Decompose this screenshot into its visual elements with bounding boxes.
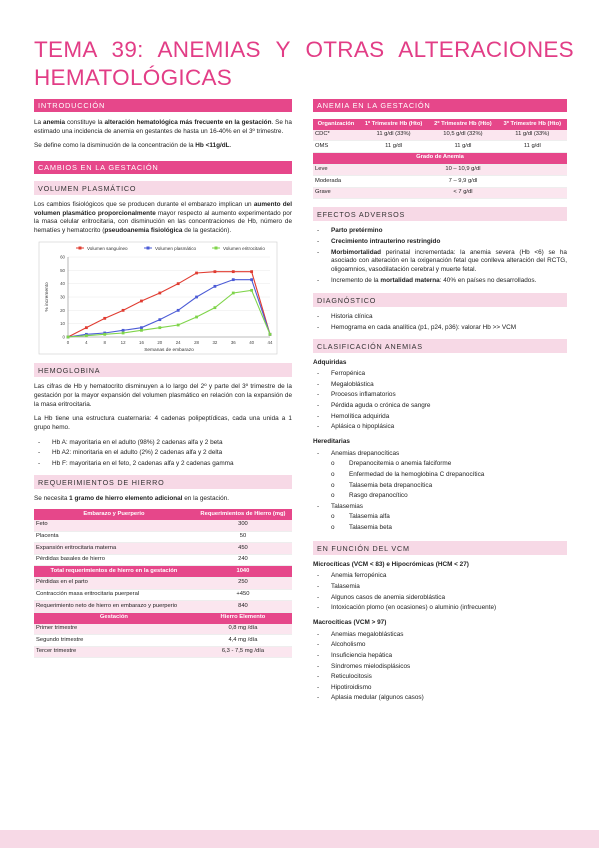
data-point [232, 271, 235, 274]
y-tick-label: 50 [60, 268, 65, 274]
intro-definition: Se define como la disminución de la concentración de la Hb <11g/dL. [34, 142, 232, 150]
data-point [250, 271, 253, 274]
adquiridas-heading: Adquiridas [313, 358, 347, 366]
x-tick-label: 0 [66, 340, 70, 346]
x-tick-label: 36 [230, 340, 236, 346]
data-point [103, 333, 106, 336]
list-item: - Aplásica o hipoplásica [313, 423, 567, 432]
efectos-list [313, 227, 567, 285]
subsection-header-hierro: REQUERIMIENTOS DE HIERRO [34, 475, 292, 489]
table-row: Expansión eritrocitaria materna 450 [34, 543, 292, 555]
x-tick-label: 8 [103, 340, 106, 346]
list-item: - Hemograma en cada analítica (p1, p24, p36): valorar Hb >> VCM [313, 324, 567, 333]
table-row: CDC* 11 g/dl (33%) 10,5 g/dl (32%) 11 g/dl (33%) [313, 130, 567, 141]
table-subheader-row: Grado de Anemia [313, 153, 567, 165]
table-header: 3º Trimestre Hb (Hto) [498, 119, 567, 130]
subsection-header-hemoglobina: HEMOGLOBINA [34, 363, 292, 377]
table-header: Requerimientos de Hierro (mg) [194, 509, 292, 520]
data-point [177, 309, 180, 312]
adquiridas-list [313, 370, 567, 432]
table-row: Placenta 50 [34, 531, 292, 543]
data-point [214, 271, 217, 274]
data-point [122, 329, 125, 332]
list-item: - Hb A: mayoritaria en el adulto (98%) 2 cadenas alfa y 2 beta [34, 439, 292, 448]
list-item: - Anemia ferropénica [313, 572, 567, 581]
data-point [122, 309, 125, 312]
list-item: - Síndromes mielodisplásicos [313, 663, 567, 672]
list-item: o Talasemia alfa [313, 513, 567, 522]
volume-chart-svg [38, 241, 278, 355]
table-header: Organización [313, 119, 359, 130]
list-item: - Ferropénica [313, 370, 567, 379]
list-item: - Algunos casos de anemia sideroblástica [313, 594, 567, 603]
table-header: 1º Trimestre Hb (Hto) [359, 119, 428, 130]
x-tick-label: 28 [194, 340, 199, 346]
legend-label: Volumen eritrocitario [223, 246, 265, 252]
table-row: Segundo trimestre 4,4 mg /día [34, 635, 292, 647]
macrociticas-list [313, 631, 567, 703]
y-tick-label: 30 [60, 294, 65, 300]
table-row: Pérdidas en el parto 250 [34, 578, 292, 590]
data-point [122, 332, 125, 335]
data-point [214, 285, 217, 288]
y-tick-label: 40 [60, 281, 65, 287]
list-item: o Talasemia beta [313, 524, 567, 533]
legend-marker [215, 247, 218, 250]
data-point [232, 279, 235, 282]
table-row: Requerimiento neto de hierro en embarazo y puerperio 840 [34, 601, 292, 613]
table-header: Hierro Elemento [194, 612, 292, 623]
subsection-header-volumen: VOLUMEN PLASMÁTICO [34, 181, 292, 195]
y-tick-label: 20 [60, 308, 65, 314]
hemoglobina-paragraph-1: Las cifras de Hb y hematocrito disminuyen a lo largo del 2º y parte del 3º trimestre de la gestación por la mayor expansión del volumen plasmático en relación con la expansión de la masa eritrocitaria. [34, 383, 292, 408]
data-point [67, 336, 70, 339]
data-point [177, 283, 180, 286]
y-tick-label: 10 [60, 321, 65, 327]
intro-paragraph: La anemia constituye la alteración hematológica más frecuente en la gestación. Se ha estimado una incidencia de anemia en gestantes de hasta un 16-40% en el 3º trimestre. [34, 119, 292, 135]
legend-marker [147, 247, 150, 250]
y-axis-label: % incremento [45, 282, 50, 313]
table-total-row: Total requerimientos de hierro en la gestación 1040 [34, 566, 292, 578]
data-point [195, 296, 198, 299]
x-tick-label: 20 [157, 340, 163, 346]
data-point [250, 279, 253, 282]
data-point [195, 316, 198, 319]
subsection-header-diagnostico: DIAGNÓSTICO [313, 293, 567, 307]
list-item: - Incremento de la mortalidad materna: 40% en países no desarrollados. [313, 277, 567, 286]
list-item: - Anemias megaloblásticas [313, 631, 567, 640]
x-tick-label: 16 [139, 340, 144, 346]
page-title: TEMA 39: ANEMIAS Y OTRAS ALTERACIONES HEMATOLÓGICAS [34, 37, 574, 90]
drepanociticas-sublist [313, 460, 567, 501]
legend-marker [79, 247, 82, 250]
section-header-cambios: CAMBIOS EN LA GESTACIÓN [34, 161, 292, 174]
list-item: - Aplasia medular (algunos casos) [313, 694, 567, 703]
data-point [85, 327, 88, 330]
list-item: o Drepanocitemia o anemia falciforme [313, 460, 567, 469]
table-row: Primer trimestre 0,8 mg /día [34, 624, 292, 635]
list-item: - Insuficiencia hepática [313, 652, 567, 661]
table-row: Feto 300 [34, 520, 292, 531]
data-point [195, 272, 198, 275]
list-item: o Enfermedad de la hemoglobina C drepanocítica [313, 471, 567, 480]
x-tick-label: 44 [267, 340, 273, 346]
list-item: - Anemias drepanocíticas [313, 450, 567, 459]
section-header-introduccion: INTRODUCCIÓN [34, 99, 292, 112]
y-tick-label: 0 [62, 334, 65, 340]
diagnostico-list [313, 313, 567, 332]
list-item: - Talasemias [313, 503, 567, 512]
list-item: - Alcoholismo [313, 641, 567, 650]
x-tick-label: 24 [175, 340, 181, 346]
data-point [214, 307, 217, 310]
table-header: 2º Trimestre Hb (Hto) [428, 119, 497, 130]
data-point [85, 335, 88, 338]
hemoglobina-list [34, 439, 292, 469]
data-point [250, 289, 253, 292]
volumen-paragraph: Los cambios fisiológicos que se producen durante el embarazo implican un aumento del volumen plasmático proporcionalmente mayor respecto al aumento experimentado por la masa celular eritrocitaria, con disminución en las concentraciones de Hb, número de hematíes y hematocrito (pseudoanemia fisiológica de la gestación). [34, 200, 292, 234]
list-item: - Hipotiroidismo [313, 684, 567, 693]
hierro-paragraph: Se necesita 1 gramo de hierro elemento adicional en la gestación. [34, 494, 230, 502]
data-point [158, 319, 161, 322]
data-point [140, 300, 143, 303]
data-point [177, 324, 180, 327]
list-item: - Intoxicación plomo (en ocasiones) o aluminio (infrecuente) [313, 604, 567, 613]
hereditarias-heading: Hereditarias [313, 437, 350, 445]
table-row: Moderada 7 – 9,9 g/dl [313, 176, 567, 188]
volume-chart [38, 241, 278, 355]
iron-requirements-table [34, 509, 292, 658]
list-item: o Rasgo drepanocítico [313, 492, 567, 501]
anemia-gestation-table [313, 119, 567, 199]
list-item: - Hb A2: minoritaria en el adulto (2%) 2 cadenas alfa y 2 delta [34, 449, 292, 458]
data-point [103, 317, 106, 320]
subsection-header-clasificacion: CLASIFICACIÓN ANEMIAS [313, 339, 567, 353]
x-axis-label: Semanas de embarazo [144, 348, 194, 354]
microciticas-list [313, 572, 567, 613]
list-item: - Megaloblástica [313, 381, 567, 390]
footer-band [0, 830, 599, 848]
x-tick-label: 32 [212, 340, 218, 346]
list-item: - Pérdida aguda o crónica de sangre [313, 402, 567, 411]
table-row: Grave < 7 g/dl [313, 187, 567, 199]
list-item: - Reticulocitosis [313, 673, 567, 682]
data-point [158, 292, 161, 295]
data-point [269, 333, 272, 336]
talasemias-list [313, 503, 567, 512]
macrociticas-heading: Macrocíticas (VCM > 97) [313, 618, 387, 626]
list-item: - Morbimortalidad perinatal incrementada: la anemia severa (Hb <6) se ha asociado con alteración en la oxigenación fetal que conlleva alteración del RCTG, oligoamnios, vasodilatación cerebral y muerte fetal. [313, 249, 567, 275]
legend-label: Volumen plasmático [155, 246, 197, 252]
list-item: - Historia clínica [313, 313, 567, 322]
hemoglobina-paragraph-2: La Hb tiene una estructura cuaternaria: 4 cadenas polipeptídicas, cada una unida a 1 grupo hemo. [34, 415, 292, 432]
list-item: - Hemolítica adquirida [313, 413, 567, 422]
right-column [313, 99, 567, 709]
hereditarias-list [313, 450, 567, 459]
data-point [158, 327, 161, 330]
subsection-header-vcm: EN FUNCIÓN DEL VCM [313, 541, 567, 555]
table-row: OMS 11 g/dl 11 g/dl 11 g/dl [313, 141, 567, 153]
legend-label: Volumen sanguíneo [87, 246, 128, 252]
table-row: Tercer trimestre 6,3 - 7,5 mg /día [34, 646, 292, 658]
table-row: Pérdidas basales de hierro 240 [34, 554, 292, 566]
x-tick-label: 12 [120, 340, 126, 346]
list-item: - Procesos inflamatorios [313, 391, 567, 400]
data-point [140, 327, 143, 330]
microciticas-heading: Microcíticas (VCM < 83) e Hipocrómicas (HCM < 27) [313, 560, 469, 568]
left-column [34, 99, 292, 664]
table-row: Leve 10 – 10,9 g/dl [313, 164, 567, 176]
x-tick-label: 40 [249, 340, 255, 346]
list-item: - Crecimiento intrauterino restringido [313, 238, 567, 247]
table-row: Contracción masa eritrocitaria puerperal +450 [34, 589, 292, 601]
subsection-header-efectos: EFECTOS ADVERSOS [313, 207, 567, 221]
list-item: - Parto pretérmino [313, 227, 567, 236]
data-point [140, 329, 143, 332]
talasemias-sublist [313, 513, 567, 532]
table-header: Embarazo y Puerperio [34, 509, 194, 520]
list-item: - Talasemia [313, 583, 567, 592]
list-item: o Talasemia beta drepanocítica [313, 482, 567, 491]
list-item: - Hb F: mayoritaria en el feto, 2 cadenas alfa y 2 cadenas gamma [34, 460, 292, 469]
y-tick-label: 60 [60, 254, 65, 260]
x-tick-label: 4 [85, 340, 88, 346]
data-point [232, 292, 235, 295]
section-header-anemia-gestacion: ANEMIA EN LA GESTACIÓN [313, 99, 567, 112]
table-header: Gestación [34, 612, 194, 623]
